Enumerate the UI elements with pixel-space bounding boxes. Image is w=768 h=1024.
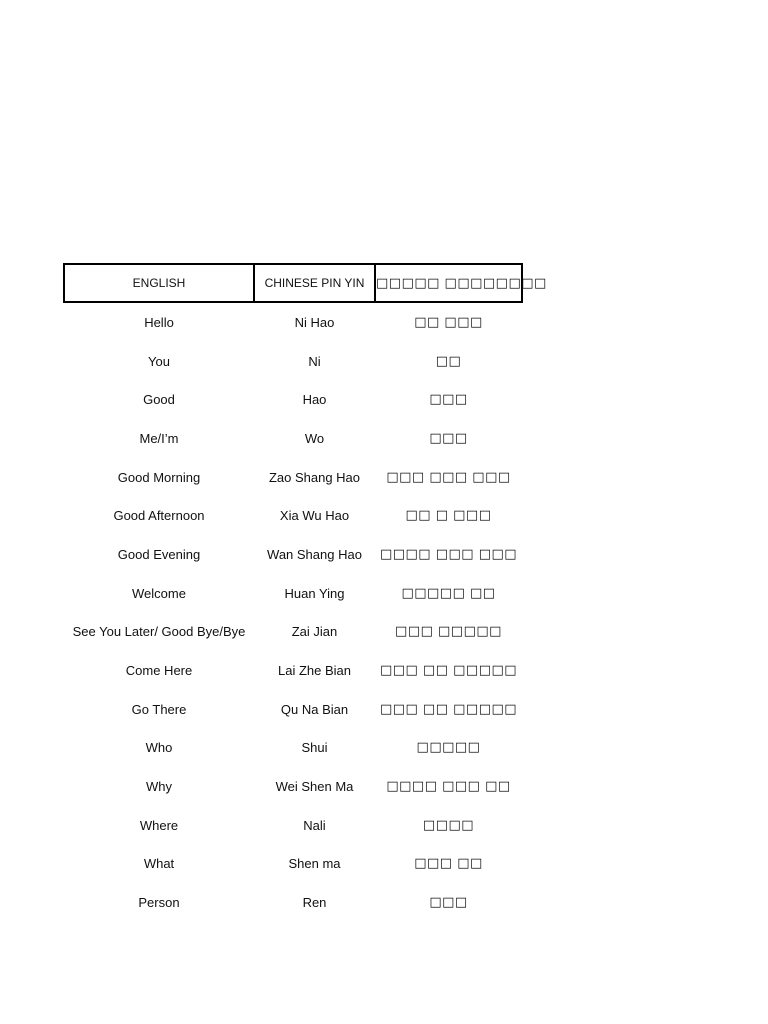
- cell-native-script: □□: [435, 353, 462, 369]
- table-row: [64, 380, 522, 419]
- cell-pinyin: Wei Shen Ma: [275, 779, 354, 795]
- cell-english: Me/I’m: [139, 430, 179, 446]
- table-row: [64, 729, 522, 768]
- cell-pinyin: Wan Shang Hao: [267, 546, 362, 562]
- table-row: [64, 613, 522, 652]
- cell-pinyin: Lai Zhe Bian: [278, 663, 351, 679]
- cell-english: Good Evening: [117, 546, 201, 562]
- cell-pinyin: Hao: [302, 392, 327, 408]
- header-english: ENGLISH: [64, 264, 254, 302]
- cell-native-script: □□□□ □□□ □□□: [379, 546, 518, 562]
- cell-english: See You Later/ Good Bye/Bye: [72, 624, 246, 640]
- cell-native-script: □□□ □□ □□□□□: [379, 663, 518, 679]
- cell-native-script: □□□ □□ □□□□□: [379, 701, 518, 717]
- cell-english: Come Here: [125, 663, 193, 679]
- cell-english: Good: [143, 392, 175, 408]
- cell-native-script: □□□: [429, 392, 468, 408]
- cell-pinyin: Ren: [302, 895, 327, 911]
- cell-english: Good Afternoon: [113, 508, 205, 524]
- cell-pinyin: Zai Jian: [291, 624, 338, 640]
- table-row: [64, 806, 522, 845]
- table-row: [64, 302, 522, 342]
- table-row: [64, 574, 522, 613]
- table-row: [64, 651, 522, 690]
- header-chinese-pinyin: CHINESE PIN YIN: [254, 264, 375, 302]
- cell-english: Where: [139, 817, 179, 833]
- cell-english: Why: [146, 779, 172, 795]
- cell-english: Go There: [131, 701, 187, 717]
- cell-native-script: □□□ □□: [414, 856, 483, 872]
- table-row: [64, 883, 522, 922]
- header-row: [64, 264, 522, 302]
- cell-english: You: [148, 353, 170, 369]
- table-row: [64, 342, 522, 381]
- cell-pinyin: Huan Ying: [284, 585, 345, 601]
- table-row: [64, 690, 522, 729]
- cell-pinyin: Zao Shang Hao: [268, 469, 361, 485]
- cell-pinyin: Xia Wu Hao: [279, 508, 350, 524]
- table-header: [64, 264, 547, 302]
- cell-english: Person: [138, 895, 180, 911]
- cell-english: Hello: [144, 314, 174, 330]
- table-row: [64, 535, 522, 574]
- cell-pinyin: Ni Hao: [294, 314, 335, 330]
- cell-pinyin: Shen ma: [288, 856, 341, 872]
- cell-native-script: □□□ □□□ □□□: [386, 469, 511, 485]
- cell-native-script: □□□: [429, 430, 468, 446]
- cell-pinyin: Ni: [308, 353, 321, 369]
- vocabulary-table: [63, 263, 547, 922]
- cell-pinyin: Wo: [304, 430, 325, 446]
- cell-pinyin: Qu Na Bian: [280, 701, 349, 717]
- table-body: [64, 302, 522, 922]
- cell-native-script: □□ □□□: [414, 314, 483, 330]
- cell-pinyin: Nali: [303, 817, 326, 833]
- table-row: [64, 845, 522, 884]
- table-row: [64, 767, 522, 806]
- cell-english: What: [143, 856, 175, 872]
- cell-pinyin: Shui: [301, 740, 328, 756]
- cell-native-script: □□□□□: [416, 740, 481, 756]
- cell-english: Who: [145, 740, 173, 756]
- cell-native-script: □□□ □□□□□: [395, 624, 502, 640]
- table-row: [64, 458, 522, 497]
- cell-native-script: □□□□ □□□ □□: [386, 779, 511, 795]
- header-native-script: □□□□□ □□□□□□□□: [375, 264, 522, 302]
- cell-english: Good Morning: [117, 469, 201, 485]
- cell-native-script: □□□□: [422, 817, 475, 833]
- table-row: [64, 496, 522, 535]
- cell-native-script: □□ □ □□□: [405, 508, 492, 524]
- cell-native-script: □□□□□ □□: [401, 585, 496, 601]
- cell-english: Welcome: [132, 585, 186, 601]
- cell-native-script: □□□: [429, 895, 468, 911]
- table-row: [64, 419, 522, 458]
